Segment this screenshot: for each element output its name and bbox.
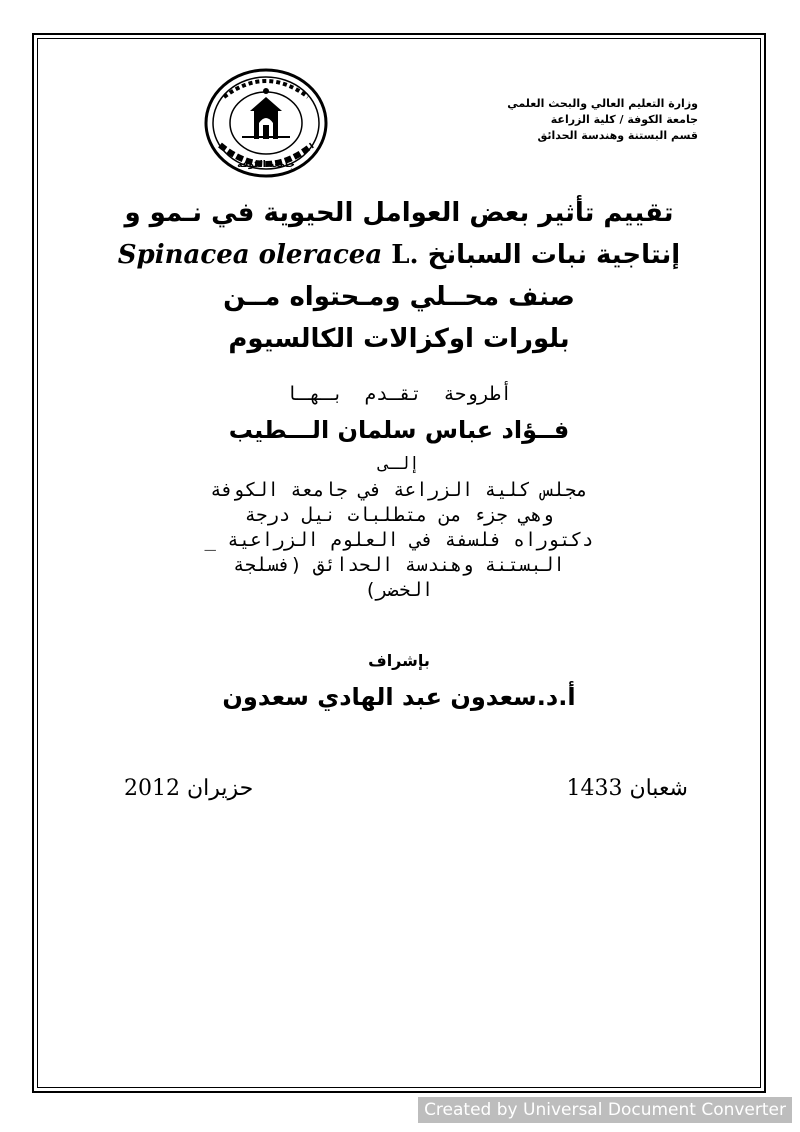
submission-statement bbox=[110, 478, 688, 603]
gregorian-date: حزيران 2012 bbox=[124, 776, 254, 801]
title-line-2-arabic: إنتاجية نبات السبانخ bbox=[427, 240, 681, 270]
supervisor-name: أ.د.سعدون عبد الهادي سعدون bbox=[222, 683, 576, 711]
submission-line-4: البستنة وهندسة الحدائق (فسلجة bbox=[233, 554, 565, 576]
submission-line-5: الخضر) bbox=[364, 579, 434, 601]
title-line-4: بلورات اوكزالات الكالسيوم bbox=[228, 324, 570, 354]
department-name: قسم البستنة وهندسة الحدائق bbox=[537, 129, 698, 142]
supervision-label: بإشراف bbox=[368, 651, 430, 670]
submission-line-1: مجلس كلية الزراعة في جامعة الكوفة bbox=[210, 479, 588, 501]
submission-line-2: وهي جزء من متطلبات نيل درجة bbox=[244, 504, 554, 526]
presented-by-text: أطروحة تقـدم بـهـا bbox=[286, 383, 512, 405]
seal-text: جامعة الكوفة bbox=[237, 160, 295, 170]
species-binomial: Spinacea oleracea bbox=[117, 240, 383, 270]
ministry-name: وزارة التعليم العالي والبحث العلمي bbox=[507, 97, 698, 110]
submission-line-3: دكتوراه فلسفة في العلوم الزراعية _ bbox=[204, 529, 594, 551]
university-seal-icon bbox=[202, 67, 330, 179]
university-college-name: جامعة الكوفة / كلية الزراعة bbox=[550, 113, 698, 126]
title-line-2 bbox=[110, 234, 688, 276]
institution-header bbox=[438, 96, 698, 144]
title-line-1: تقييم تأثير بعض العوامل الحيوية في نـمو و bbox=[124, 198, 674, 228]
thesis-title bbox=[110, 192, 688, 360]
species-name bbox=[118, 234, 419, 276]
hijri-date: شعبان 1433 bbox=[566, 776, 688, 801]
to-text: إلـى bbox=[378, 454, 420, 474]
converter-watermark: Created by Universal Document Converter bbox=[418, 1097, 792, 1123]
title-line-3: صنف محــلي ومـحتواه مــن bbox=[223, 282, 575, 312]
author-name: فــؤاد عباس سلمان الـــطيب bbox=[228, 416, 570, 444]
species-authority: L. bbox=[391, 240, 419, 270]
